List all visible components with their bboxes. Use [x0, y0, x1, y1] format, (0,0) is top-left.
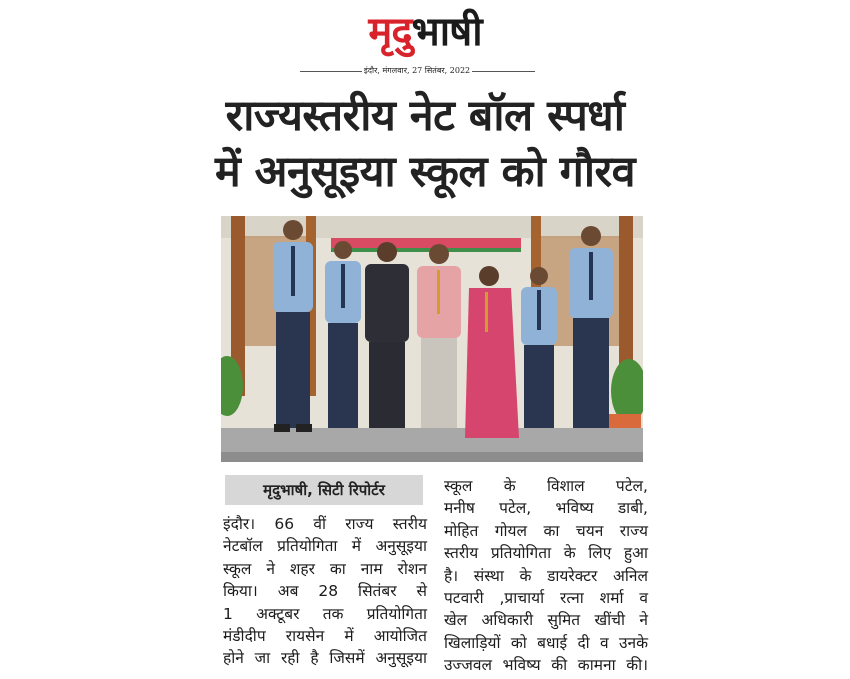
article-line: उज्जवल भविष्य की कामना की। — [444, 656, 648, 675]
article-line: किया। अब 28 सितंबर से — [223, 582, 427, 601]
article-line: खेल अधिकारी सुमित खींची ने — [444, 611, 648, 630]
headline-line-2: में अनुसूइया स्कूल को गौरव — [215, 147, 635, 197]
article-line: है। संस्था के डायरेक्टर अनिल — [444, 566, 648, 585]
article-line: खिलाड़ियों को बधाई दी व उनके — [444, 633, 648, 652]
dateline-bar — [300, 65, 535, 77]
logo-part-dark: भाषी — [411, 9, 482, 55]
article-line: इंदौर। 66 वीं राज्य स्तरीय — [223, 515, 427, 533]
article-column-left — [223, 513, 427, 670]
article-line: स्कूल ने शहर का नाम रोशन — [223, 559, 427, 578]
article-line: 1 अक्टूबर तक प्रतियोगिता — [223, 604, 427, 623]
article-column-right — [444, 475, 648, 677]
newspaper-logo — [368, 8, 481, 56]
article-line: होने जा रही है जिसमें अनुसूइया — [223, 649, 427, 668]
article-line: मनीष पटेल, भविष्य डाबी, — [444, 499, 648, 518]
article-line: मोहित गोयल का चयन राज्य — [444, 521, 648, 540]
headline — [120, 88, 730, 200]
article-line: स्तरीय प्रतियोगिता के लिए हुआ — [444, 544, 648, 563]
byline: मृदुभाषी, सिटी रिपोर्टर — [225, 475, 423, 505]
logo-part-red: मृदु — [368, 9, 412, 55]
article-line: नेटबॉल प्रतियोगिता में अनुसूइया — [223, 537, 427, 556]
article-line: स्कूल के विशाल पटेल, — [444, 477, 648, 495]
headline-line-1: राज्यस्तरीय नेट बॉल स्पर्धा — [225, 91, 625, 141]
dateline: इंदौर, मंगलवार, 27 सितंबर, 2022 — [363, 66, 471, 75]
article-line: पटवारी ,प्राचार्या रत्ना शर्मा व — [444, 589, 648, 608]
masthead — [0, 8, 850, 56]
group-photo-illustration — [221, 216, 643, 462]
article-line: मंडीदीप रायसेन में आयोजित — [223, 627, 427, 646]
group-photo — [221, 216, 643, 462]
